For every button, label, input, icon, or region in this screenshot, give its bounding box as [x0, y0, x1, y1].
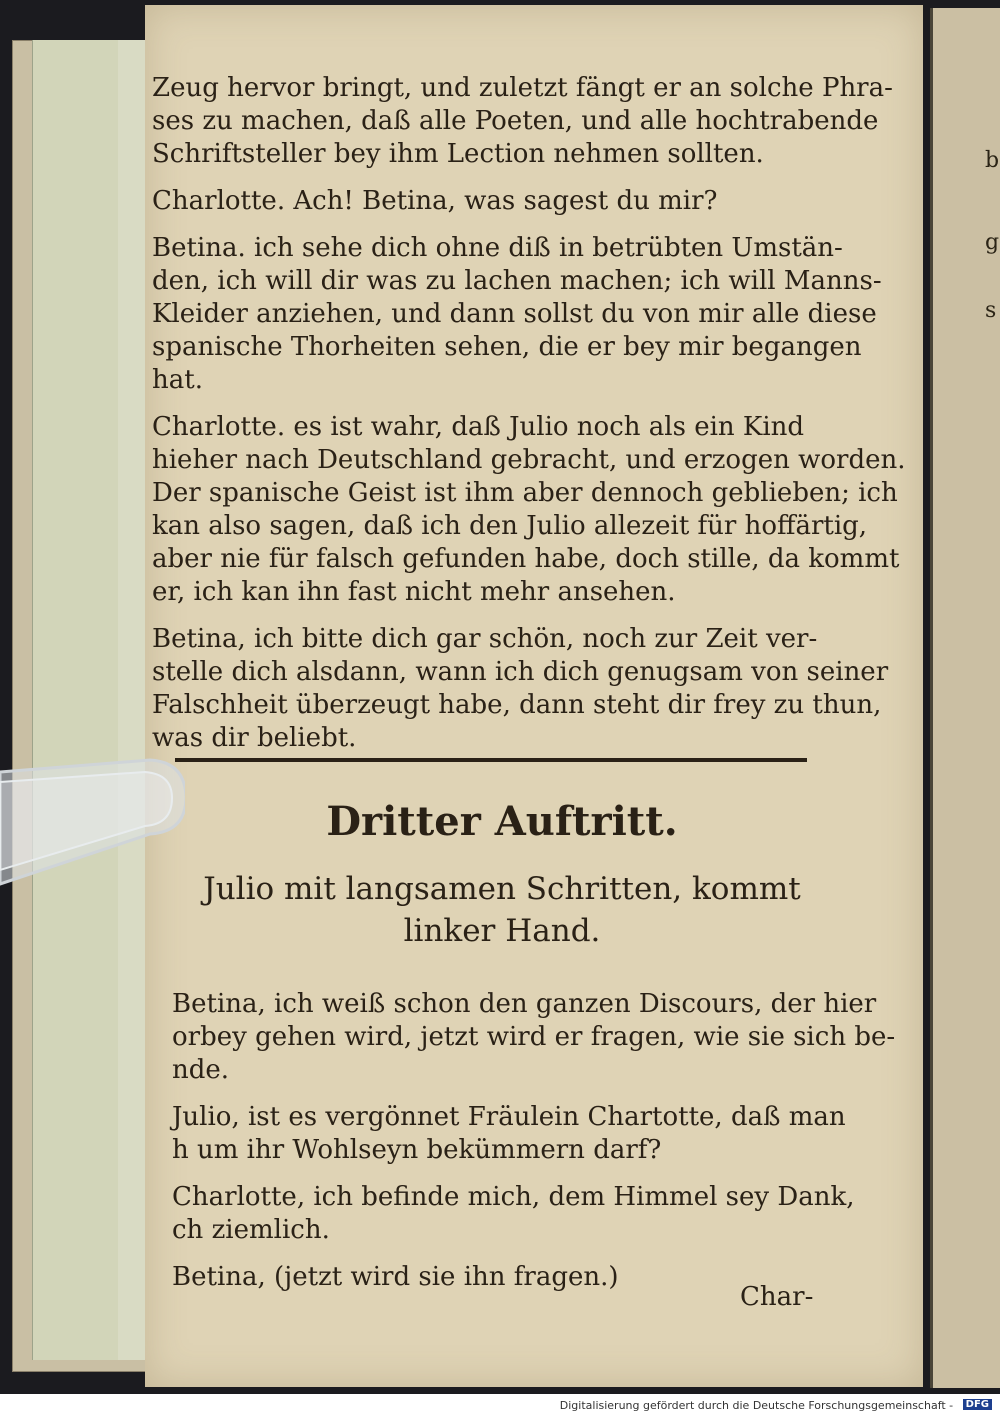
- text-line: Betina, ich weiß schon den ganzen Discours, der hier: [172, 989, 877, 1019]
- paragraph: [172, 1181, 855, 1247]
- text-line: Kleider anziehen, und dann sollst du von mir alle diese: [152, 299, 877, 329]
- text-line: Betina. ich sehe dich ohne diß in betrübten Umstän-: [152, 233, 843, 263]
- scene-heading: Dritter Auftritt.: [326, 798, 678, 845]
- facing-page-edge: [930, 8, 1000, 1388]
- speech-block-bottom: [172, 988, 896, 1308]
- facing-page-fragment: b: [985, 148, 1000, 173]
- text-line: Charlotte. es ist wahr, daß Julio noch als ein Kind: [152, 412, 805, 442]
- stage-direction-line: Julio mit langsamen Schritten, kommt: [203, 871, 801, 907]
- section-divider: [175, 758, 807, 762]
- paragraph: [152, 623, 889, 755]
- paragraph: [172, 988, 896, 1087]
- facing-page-fragment: g: [985, 230, 1000, 255]
- text-line: Charlotte, ich befinde mich, dem Himmel sey Dank,: [172, 1182, 855, 1212]
- footer-bar: [0, 1394, 1000, 1417]
- text-line: aber nie für falsch gefunden habe, doch stille, da kommt: [152, 544, 900, 574]
- text-line: Betina, ich bitte dich gar schön, noch zur Zeit ver-: [152, 624, 818, 654]
- text-line: stelle dich alsdann, wann ich dich genugsam von seiner: [152, 657, 889, 687]
- text-line: spanische Thorheiten sehen, die er bey mir begangen: [152, 332, 862, 362]
- facing-page-fragment: s: [985, 298, 997, 323]
- text-line: er, ich kan ihn fast nicht mehr ansehen.: [152, 577, 676, 607]
- text-line: was dir beliebt.: [152, 723, 357, 753]
- text-line: Der spanische Geist ist ihm aber dennoch geblieben; ich: [152, 478, 898, 508]
- dfg-logo: DFG: [963, 1399, 992, 1410]
- paragraph: [152, 411, 906, 609]
- stage-direction: [152, 868, 852, 952]
- text-line: den, ich will dir was zu lachen machen; ich will Manns-: [152, 266, 882, 296]
- text-line: Betina, (jetzt wird sie ihn fragen.): [172, 1262, 619, 1292]
- catchword: Char-: [740, 1282, 814, 1312]
- text-line: h um ihr Wohlseyn bekümmern darf?: [172, 1135, 662, 1165]
- text-line: ses zu machen, daß alle Poeten, und alle hochtrabende: [152, 106, 879, 136]
- text-line: Schriftsteller bey ihm Lection nehmen sollten.: [152, 139, 764, 169]
- page-clip-icon: [0, 742, 185, 892]
- text-line: hieher nach Deutschland gebracht, und erzogen worden.: [152, 445, 906, 475]
- stage-direction-line: linker Hand.: [403, 913, 601, 949]
- text-line: hat.: [152, 365, 203, 395]
- speech-block-top: [152, 72, 906, 769]
- text-line: Julio, ist es vergönnet Fräulein Chartotte, daß man: [172, 1102, 846, 1132]
- footer-credit: Digitalisierung gefördert durch die Deutsche Forschungsgemeinschaft -: [559, 1399, 954, 1412]
- paragraph: [172, 1101, 852, 1167]
- paragraph: [152, 72, 893, 171]
- text-line: Zeug hervor bringt, und zuletzt fängt er an solche Phra-: [152, 73, 893, 103]
- paragraph: [152, 185, 852, 218]
- text-line: Charlotte. Ach! Betina, was sagest du mir?: [152, 186, 718, 216]
- text-line: nde.: [172, 1055, 230, 1085]
- text-line: ch ziemlich.: [172, 1215, 330, 1245]
- text-line: kan also sagen, daß ich den Julio allezeit für hoffärtig,: [152, 511, 868, 541]
- text-line: Falschheit überzeugt habe, dann steht dir frey zu thun,: [152, 690, 882, 720]
- text-line: orbey gehen wird, jetzt wird er fragen, wie sie sich be-: [172, 1022, 896, 1052]
- paragraph: [152, 232, 882, 397]
